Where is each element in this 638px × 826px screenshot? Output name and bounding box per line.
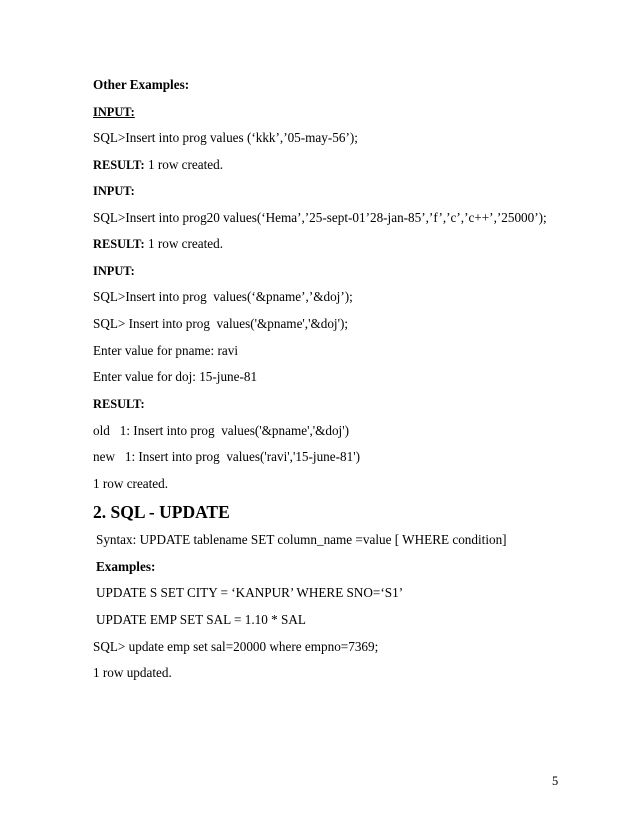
input-label: INPUT: [93,264,135,278]
result-text: 1 row created. [144,157,224,172]
sql-line: SQL>Insert into prog20 values(‘Hema’,’25-sept-01’28-jan-85’,’f’,’c’,’c++’,’25000’); [93,210,547,225]
result-line [93,157,223,173]
prompt-line: Enter value for pname: ravi [93,343,238,358]
output-line: 1 row created. [93,476,169,491]
page-number: 5 [552,774,559,788]
sql-line: SQL> update emp set sal=20000 where empno=7369; [93,639,379,654]
output-line: old 1: Insert into prog values('&pname','&doj') [93,423,349,438]
examples-label: Examples: [96,559,156,574]
output-line: new 1: Insert into prog values('ravi','15-june-81') [93,449,360,464]
result-label: RESULT: [93,158,145,172]
result-line [93,236,223,252]
other-examples-heading: Other Examples: [93,77,190,92]
example-line: UPDATE S SET CITY = ‘KANPUR’ WHERE SNO=‘S1’ [96,585,404,600]
sql-line: SQL>Insert into prog values (‘kkk’,’05-may-56’); [93,130,358,145]
sql-line: SQL>Insert into prog values(‘&pname’,’&doj’); [93,289,353,304]
sql-line: SQL> Insert into prog values('&pname','&doj'); [93,316,349,331]
example-line: UPDATE EMP SET SAL = 1.10 * SAL [96,612,306,627]
result-label: RESULT: [93,397,145,411]
prompt-line: Enter value for doj: 15-june-81 [93,369,258,384]
result-text: 1 row created. [144,236,224,251]
section-heading: 2. SQL - UPDATE [93,502,230,522]
syntax-line: Syntax: UPDATE tablename SET column_name =value [ WHERE condition] [96,532,507,547]
input-label: INPUT: [93,184,135,198]
result-label: RESULT: [93,237,145,251]
input-label: INPUT: [93,105,135,119]
output-line: 1 row updated. [93,665,172,680]
